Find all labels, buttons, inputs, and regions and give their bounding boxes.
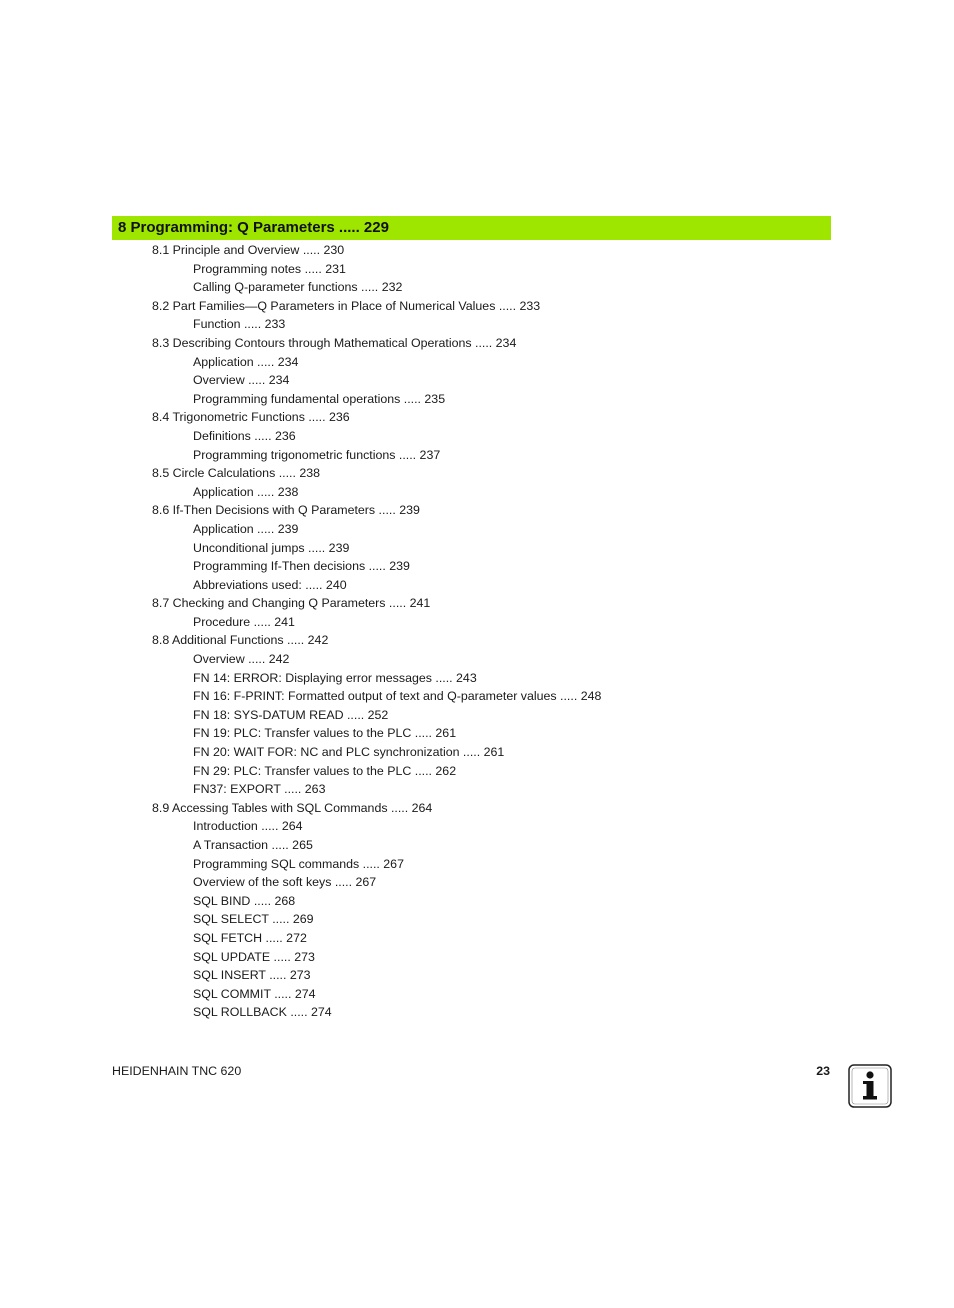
table-of-contents — [0, 241, 954, 1022]
toc-subsection-entry[interactable]: FN 14: ERROR: Displaying error messages ..... 243 — [193, 670, 477, 685]
toc-subsection-entry[interactable]: FN 29: PLC: Transfer values to the PLC ..... 262 — [193, 763, 457, 778]
toc-subsection-entry[interactable]: Programming SQL commands ..... 267 — [193, 856, 404, 871]
toc-section-entry[interactable]: 8.5 Circle Calculations ..... 238 — [152, 466, 321, 481]
toc-subsection-entry[interactable]: SQL ROLLBACK ..... 274 — [193, 1005, 332, 1020]
toc-subsection-entry[interactable]: Programming fundamental operations ..... 235 — [193, 391, 446, 406]
toc-section-entry[interactable]: 8.2 Part Families—Q Parameters in Place of Numerical Values ..... 233 — [152, 298, 541, 313]
toc-subsection-entry[interactable]: FN 20: WAIT FOR: NC and PLC synchronization ..... 261 — [193, 745, 505, 760]
toc-subsection-entry[interactable]: FN 19: PLC: Transfer values to the PLC ..... 261 — [193, 726, 457, 741]
toc-subsection-entry[interactable]: Programming If-Then decisions ..... 239 — [193, 559, 410, 574]
toc-section-entry[interactable]: 8.1 Principle and Overview ..... 230 — [152, 243, 345, 257]
toc-subsection-entry[interactable]: Programming trigonometric functions ..... 237 — [193, 447, 441, 462]
footer-title: HEIDENHAIN TNC 620 — [112, 1064, 242, 1078]
toc-subsection-entry[interactable]: Overview ..... 242 — [193, 652, 290, 667]
toc-subsection-entry[interactable]: SQL INSERT ..... 273 — [193, 968, 311, 983]
toc-subsection-entry[interactable]: Definitions ..... 236 — [193, 428, 296, 443]
toc-subsection-entry[interactable]: SQL UPDATE ..... 273 — [193, 949, 315, 964]
info-icon — [848, 1064, 892, 1108]
toc-subsection-entry[interactable]: A Transaction ..... 265 — [193, 838, 313, 852]
toc-subsection-entry[interactable]: Function ..... 233 — [193, 317, 286, 332]
toc-subsection-entry[interactable]: FN37: EXPORT ..... 263 — [193, 782, 326, 797]
toc-subsection-entry[interactable]: FN 18: SYS-DATUM READ ..... 252 — [193, 707, 389, 722]
toc-subsection-entry[interactable]: Application ..... 239 — [193, 521, 299, 536]
toc-subsection-entry[interactable]: Introduction ..... 264 — [193, 819, 303, 834]
page-number: 23 — [816, 1064, 830, 1078]
toc-subsection-entry[interactable]: Overview of the soft keys ..... 267 — [193, 875, 377, 890]
toc-section-entry[interactable]: 8.4 Trigonometric Functions ..... 236 — [152, 410, 350, 425]
toc-subsection-entry[interactable]: SQL COMMIT ..... 274 — [193, 986, 316, 1001]
toc-subsection-entry[interactable]: SQL BIND ..... 268 — [193, 893, 296, 908]
toc-subsection-entry[interactable]: Overview ..... 234 — [193, 373, 290, 388]
toc-subsection-entry[interactable]: Calling Q-parameter functions ..... 232 — [193, 280, 403, 295]
toc-section-entry[interactable]: 8.8 Additional Functions ..... 242 — [152, 633, 329, 648]
toc-subsection-entry[interactable]: SQL SELECT ..... 269 — [193, 912, 314, 927]
toc-subsection-entry[interactable]: Abbreviations used: ..... 240 — [193, 577, 347, 592]
chapter-heading-bar — [112, 216, 831, 240]
toc-section-entry[interactable]: 8.6 If-Then Decisions with Q Parameters ..... 239 — [152, 503, 420, 518]
toc-subsection-entry[interactable]: Application ..... 234 — [193, 354, 299, 369]
toc-subsection-entry[interactable]: Application ..... 238 — [193, 484, 299, 499]
toc-subsection-entry[interactable]: Unconditional jumps ..... 239 — [193, 540, 350, 555]
toc-subsection-entry[interactable]: FN 16: F-PRINT: Formatted output of text and Q-parameter values ..... 248 — [193, 689, 602, 704]
toc-section-entry[interactable]: 8.3 Describing Contours through Mathematical Operations ..... 234 — [152, 335, 517, 350]
toc-subsection-entry[interactable]: SQL FETCH ..... 272 — [193, 930, 307, 945]
toc-subsection-entry[interactable]: Procedure ..... 241 — [193, 614, 295, 629]
toc-section-entry[interactable]: 8.9 Accessing Tables with SQL Commands ..... 264 — [152, 800, 433, 815]
chapter-title[interactable]: 8 Programming: Q Parameters ..... 229 — [118, 219, 389, 236]
toc-subsection-entry[interactable]: Programming notes ..... 231 — [193, 261, 346, 276]
toc-section-entry[interactable]: 8.7 Checking and Changing Q Parameters ..... 241 — [152, 596, 431, 611]
